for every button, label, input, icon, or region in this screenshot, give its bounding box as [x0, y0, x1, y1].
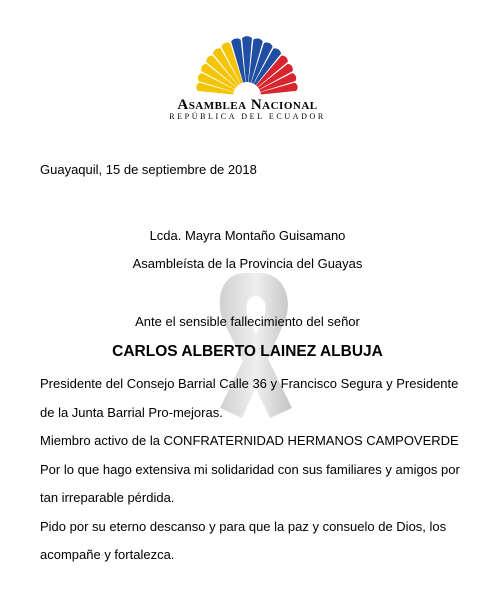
intro-text: Ante el sensible fallecimiento del señor: [135, 314, 360, 329]
body-line: tan irreparable pérdida.: [40, 490, 175, 505]
body-line: Pido por su eterno descanso y para que la paz y consuelo de Dios, los: [40, 519, 447, 534]
body-line: acompañe y fortalezca.: [40, 547, 175, 562]
sender-name: Lcda. Mayra Montaño Guisamano: [149, 228, 346, 243]
sunburst-logo-icon: [187, 30, 307, 100]
body-line: Por lo que hago extensiva mi solidaridad con sus familiares y amigos por: [40, 462, 460, 477]
deceased-name: CARLOS ALBERTO LAINEZ ALBUJA: [112, 343, 383, 360]
body-line: Presidente del Consejo Barrial Calle 36 y Francisco Segura y Presidente: [40, 376, 459, 391]
body-line: Miembro activo de la CONFRATERNIDAD HERMANOS CAMPOVERDE: [40, 433, 459, 448]
body-line: de la Junta Barrial Pro-mejoras.: [40, 405, 223, 420]
sender-title: Asambleísta de la Provincia del Guayas: [132, 256, 363, 271]
org-name: Asamblea Nacional: [177, 97, 318, 113]
org-subtitle: REPÚBLICA DEL ECUADOR: [169, 112, 326, 121]
place-date: Guayaquil, 15 de septiembre de 2018: [40, 162, 257, 177]
